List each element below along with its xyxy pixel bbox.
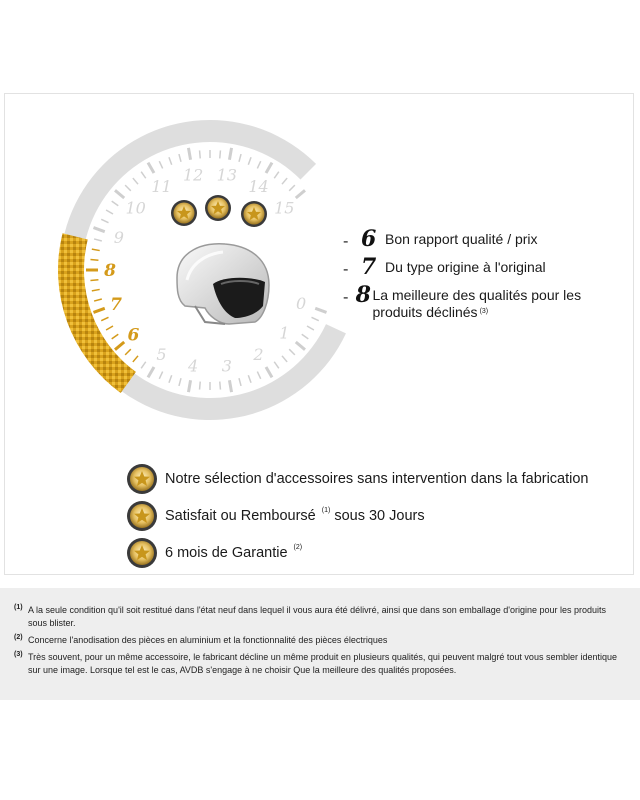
gauge-tick xyxy=(159,372,162,379)
gauge-tick xyxy=(94,239,102,241)
gauge-tick xyxy=(312,317,319,320)
helmet-icon xyxy=(177,244,269,324)
feature-text: Notre sélection d'accessoires sans intervention dans la fabrication xyxy=(165,470,589,487)
footnote xyxy=(14,651,620,677)
gauge-tick xyxy=(179,378,181,386)
gauge-number: 11 xyxy=(151,176,172,196)
gauge-tick xyxy=(93,228,104,232)
gauge-tick xyxy=(101,317,108,320)
gauge-tick xyxy=(92,249,100,250)
star-medal-icon xyxy=(205,195,231,221)
gauge-number: 9 xyxy=(113,227,124,247)
gauge-tick xyxy=(159,161,162,168)
gauge-tick xyxy=(188,148,190,160)
gauge-tick xyxy=(133,356,138,362)
legend-row xyxy=(343,228,603,250)
gauge-tick xyxy=(282,178,287,184)
gauge-tick xyxy=(289,185,295,191)
gauge-tick xyxy=(266,163,272,173)
gauge-tick xyxy=(220,382,221,390)
footnote-ref: (2) xyxy=(293,543,303,551)
gauge-tick xyxy=(90,260,98,261)
gauge-tick xyxy=(248,375,251,383)
gauge-tick xyxy=(148,367,154,377)
gauge-tick xyxy=(92,289,100,290)
gauge-tick xyxy=(274,172,279,179)
gauge-tick xyxy=(106,210,113,214)
gauge-tick xyxy=(282,356,287,362)
legend-text: Du type origine à l'original xyxy=(385,259,546,275)
gauge-tick xyxy=(112,201,119,206)
gauge-number: 6 xyxy=(127,325,140,346)
footnote-mark: (3) xyxy=(14,651,23,658)
list-item xyxy=(125,497,625,534)
legend-dash: - xyxy=(343,231,349,250)
gauge-tick xyxy=(289,349,295,355)
legend-row xyxy=(343,256,603,278)
gauge-tick xyxy=(169,375,172,383)
footnote-ref: (3) xyxy=(479,308,489,315)
star-medal-icon xyxy=(125,499,159,533)
gauge-tick xyxy=(200,150,201,158)
footnote xyxy=(14,634,620,647)
gauge-number: 4 xyxy=(188,356,199,376)
legend-number: 6 xyxy=(361,226,377,252)
gauge-tick xyxy=(239,154,241,162)
feature-list xyxy=(125,460,625,571)
quality-legend xyxy=(343,228,603,327)
gauge-number: 0 xyxy=(296,294,307,314)
gauge-tick xyxy=(229,148,231,160)
gauge xyxy=(40,100,380,440)
legend-number: 8 xyxy=(355,282,371,308)
gauge-tick xyxy=(179,154,181,162)
footnote-text: Concerne l'anodisation des pièces en aluminium et la fonctionnalité des pièces électriques xyxy=(28,635,388,645)
gauge-number: 3 xyxy=(221,356,232,376)
gauge-number: 7 xyxy=(110,295,122,316)
legend-row xyxy=(343,284,603,321)
gauge-number: 8 xyxy=(104,261,116,281)
gauge-number: 1 xyxy=(279,323,290,343)
gauge-ring-highlight xyxy=(58,233,136,393)
gauge-tick xyxy=(248,157,251,165)
footnotes xyxy=(0,588,640,700)
gauge-tick xyxy=(239,378,241,386)
gauge-number: 14 xyxy=(248,176,269,196)
legend-dash: - xyxy=(343,287,349,306)
gauge-tick xyxy=(101,219,108,222)
gauge-tick xyxy=(112,334,119,339)
gauge-tick xyxy=(141,172,146,179)
gauge-tick xyxy=(257,161,260,168)
gauge-tick xyxy=(274,362,279,369)
gauge-tick xyxy=(90,280,98,281)
gauge-tick xyxy=(315,308,326,312)
gauge-tick xyxy=(296,190,305,198)
gauge-tick xyxy=(229,380,231,392)
gauge-number: 5 xyxy=(156,345,167,365)
footnote-mark: (1) xyxy=(14,604,23,611)
gauge-tick xyxy=(115,342,124,350)
list-item xyxy=(125,460,625,497)
gauge-tick xyxy=(307,326,314,330)
star-medal-icon xyxy=(241,201,267,227)
legend-dash: - xyxy=(343,259,349,278)
gauge-tick xyxy=(296,342,305,350)
gauge-tick xyxy=(93,308,104,312)
gauge-tick xyxy=(125,185,131,191)
star-medal-icon xyxy=(125,462,159,496)
gauge-tick xyxy=(257,372,260,379)
star-medal-icon xyxy=(171,200,197,226)
footnote-ref: (1) xyxy=(321,506,331,514)
gauge-tick xyxy=(94,299,102,301)
gauge-tick xyxy=(188,380,190,392)
gauge-number: 10 xyxy=(125,198,146,218)
gauge-number: 2 xyxy=(253,345,264,365)
gauge-tick xyxy=(148,163,154,173)
footnote-text: Très souvent, pour un même accessoire, le fabricant décline un même produit en plusieurs qualités, qui peuvent malgré tout vous sembler identique sur une image. Lorsque tel est le cas, AVDB s'engage à ne choisir Que la meilleure des qualités proposées. xyxy=(28,652,617,675)
legend-text: La meilleure des qualités pour les produits déclinés $^{(3)}$ xyxy=(372,287,582,320)
gauge-tick xyxy=(106,326,113,330)
footnote xyxy=(14,604,620,630)
footnote-text: A la seule condition qu'il soit restitué dans l'état neuf dans lequel il vous aura été délivré, ainsi que dans son emballage d'origine pour les produits sous blister. xyxy=(28,605,607,628)
gauge-tick xyxy=(200,382,201,390)
gauge-tick xyxy=(220,150,221,158)
gauge-number: 12 xyxy=(182,165,204,185)
feature-text: Satisfait ou Remboursé $^{(1)}$ sous 30 Jours xyxy=(165,506,425,524)
feature-text: 6 mois de Garantie $^{(2)}$ xyxy=(165,543,303,561)
gauge-tick xyxy=(169,157,172,165)
gauge-tick xyxy=(125,349,131,355)
star-medal-icon xyxy=(125,536,159,570)
gauge-number: 13 xyxy=(216,165,238,185)
gauge-tick xyxy=(141,362,146,369)
gauge-number: 15 xyxy=(274,198,295,218)
gauge-tick xyxy=(115,190,124,198)
gauge-tick xyxy=(302,334,309,339)
legend-number: 7 xyxy=(361,254,377,280)
gauge-tick xyxy=(266,367,272,377)
footnote-mark: (2) xyxy=(14,634,23,641)
list-item xyxy=(125,534,625,571)
gauge-tick xyxy=(133,178,138,184)
legend-text: Bon rapport qualité / prix xyxy=(385,231,538,247)
